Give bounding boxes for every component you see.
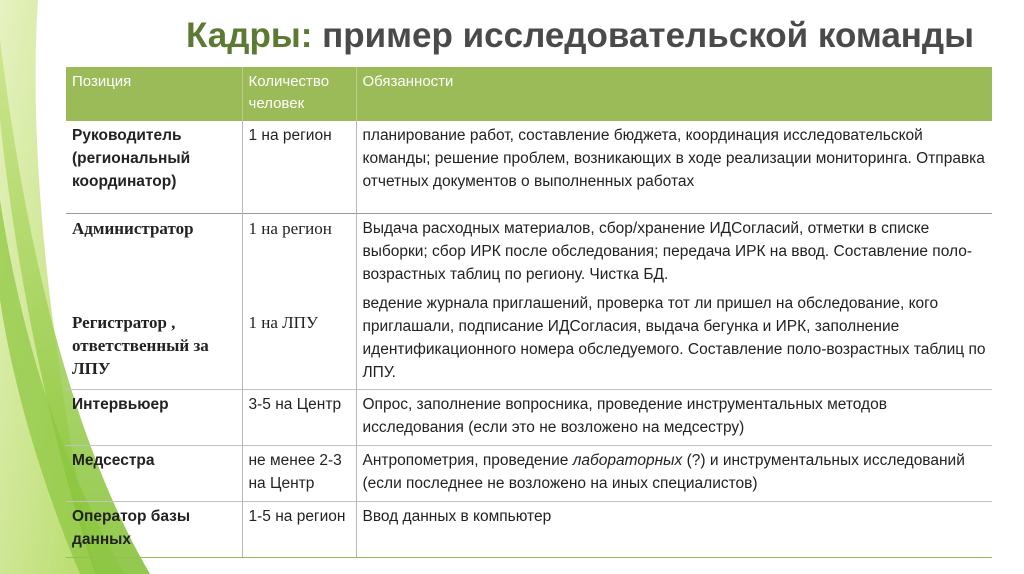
- header-duties: Обязанности: [362, 73, 454, 90]
- cell-duties: [356, 445, 992, 501]
- header-count: Количество человек: [242, 67, 356, 121]
- cell-count: не менее 2-3 на Центр: [242, 445, 356, 501]
- cell-duties: Выдача расходных материалов, сбор/хранение ИДСогласий, отметки в списке выборки; сбор ИРК после обследования; передача ИРК на ввод. Составление поло-возрастных таблиц по региону. Чистка БД.: [356, 213, 992, 289]
- page-title: [186, 16, 974, 56]
- table-row: [66, 213, 992, 289]
- cell-duties: планирование работ, составление бюджета, координация исследовательской команды; решение проблем, возникающих в ходе реализации мониторинга. Отправка отчетных документов о выполненных работах: [362, 127, 985, 190]
- duties-italic-text: лабораторных: [572, 451, 683, 469]
- cell-count: 1 на регион: [242, 213, 356, 289]
- cell-count: 1 на ЛПУ: [242, 289, 356, 389]
- cell-duties: Ввод данных в компьютер: [356, 501, 992, 557]
- cell-position: Администратор: [66, 213, 242, 289]
- title-prefix: Кадры:: [186, 16, 313, 55]
- cell-position: Медсестра: [66, 445, 242, 501]
- table-row: [66, 445, 992, 501]
- title-rest: пример исследовательской команды: [312, 16, 975, 55]
- table-row: [66, 389, 992, 445]
- header-position: Позиция: [66, 67, 242, 121]
- cell-position: Руководитель (региональный координатор): [66, 121, 242, 213]
- table-row: [66, 289, 992, 389]
- cell-position: Интервьюер: [66, 389, 242, 445]
- cell-position: Оператор базы данных: [66, 501, 242, 557]
- duties-text: (?) и инструментальных исследований (если последнее не возложено на иных специалистов): [362, 451, 965, 492]
- cell-count: 3-5 на Центр: [242, 389, 356, 445]
- table-row: [66, 121, 992, 213]
- cell-count: 1 на регион: [242, 121, 356, 213]
- table-row: [66, 501, 992, 557]
- duties-text: Антропометрия, проведение: [362, 451, 573, 469]
- cell-duties: Опрос, заполнение вопросника, проведение инструментальных методов исследования (если это не возложено на медсестру): [356, 389, 992, 445]
- cell-count: 1-5 на регион: [242, 501, 356, 557]
- staff-table: [66, 67, 992, 558]
- table-header-row: [66, 67, 992, 121]
- cell-position: Регистратор , ответственный за ЛПУ: [66, 289, 242, 389]
- cell-duties: ведение журнала приглашений, проверка тот ли пришел на обследование, кого приглашали, подписание ИДСогласия, выдача бегунка и ИРК, заполнение идентификационного номера обследуемого. Составление поло-возрастных таблиц по ЛПУ.: [362, 295, 986, 381]
